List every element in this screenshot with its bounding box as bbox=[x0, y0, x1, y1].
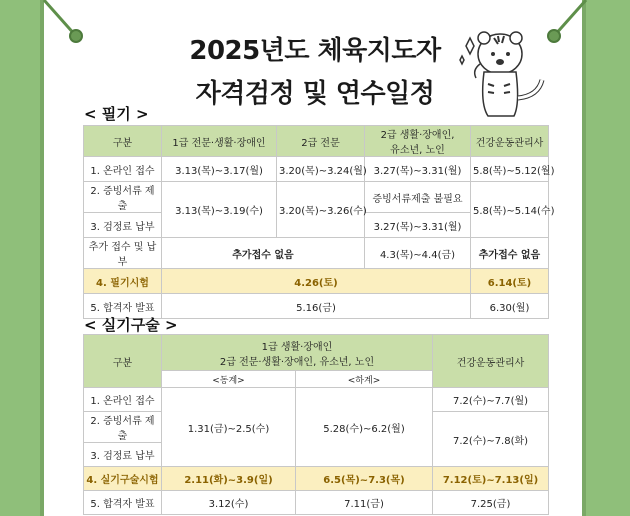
cell: 5.16(금) bbox=[162, 294, 471, 319]
cell: 6.14(토) bbox=[471, 269, 549, 294]
header-level2-pro: 2급 전문 bbox=[277, 126, 365, 157]
row-label: 1. 온라인 접수 bbox=[84, 157, 162, 182]
header-main: 1급 생활·장애인 2급 전문·생활·장애인, 유소년, 노인 bbox=[162, 335, 433, 371]
practical-exam-table bbox=[83, 334, 549, 515]
table-row bbox=[84, 238, 549, 269]
cell: 7.11(금) bbox=[296, 491, 433, 515]
header-category: 구분 bbox=[84, 335, 162, 388]
header-category: 구분 bbox=[84, 126, 162, 157]
written-section-label: < 필기 > bbox=[84, 105, 149, 123]
header-level1: 1급 전문·생활·장애인 bbox=[162, 126, 277, 157]
table-header-row bbox=[84, 335, 549, 371]
row-label: 5. 합격자 발표 bbox=[84, 491, 162, 515]
tiger-mascot-icon bbox=[458, 24, 548, 124]
table-header-row bbox=[84, 126, 549, 157]
cell: 3.27(목)~3.31(월) bbox=[365, 157, 471, 182]
page-title-line2: 자격검정 및 연수일정 bbox=[195, 79, 435, 109]
cell: 5.8(목)~5.14(수) bbox=[471, 182, 549, 238]
table-row bbox=[84, 388, 549, 412]
page-title-line1: 2025년도 체육지도자 bbox=[189, 36, 441, 66]
cell: 7.2(수)~7.7(월) bbox=[433, 388, 549, 412]
cell: 3.27(목)~3.31(월) bbox=[365, 213, 471, 238]
row-label: 3. 검정료 납부 bbox=[84, 213, 162, 238]
cell: 5.28(수)~6.2(월) bbox=[296, 388, 433, 467]
cell: 7.12(토)~7.13(일) bbox=[433, 467, 549, 491]
table-row bbox=[84, 491, 549, 515]
table-row-highlight bbox=[84, 467, 549, 491]
cell: 3.12(수) bbox=[162, 491, 296, 515]
cell: 6.30(월) bbox=[471, 294, 549, 319]
cell: 4.26(토) bbox=[162, 269, 471, 294]
row-label: 4. 필기시험 bbox=[84, 269, 162, 294]
subheader-winter: <동계> bbox=[162, 371, 296, 388]
row-label: 2. 증빙서류 제출 bbox=[84, 182, 162, 213]
row-label: 추가 접수 및 납부 bbox=[84, 238, 162, 269]
cell: 추가접수 없음 bbox=[162, 238, 365, 269]
cell: 3.20(목)~3.26(수) bbox=[277, 182, 365, 238]
cell: 4.3(목)~4.4(금) bbox=[365, 238, 471, 269]
practical-section-label: < 실기구술 > bbox=[84, 316, 178, 334]
row-label: 1. 온라인 접수 bbox=[84, 388, 162, 412]
written-exam-table bbox=[83, 125, 555, 319]
cell: 5.8(목)~5.12(월) bbox=[471, 157, 549, 182]
table-row bbox=[84, 182, 549, 213]
row-label: 4. 실기구술시험 bbox=[84, 467, 162, 491]
row-label: 5. 합격자 발표 bbox=[84, 294, 162, 319]
cell: 증빙서류제출 불필요 bbox=[365, 182, 471, 213]
cell: 3.13(목)~3.17(월) bbox=[162, 157, 277, 182]
cell: 3.20(목)~3.24(월) bbox=[277, 157, 365, 182]
cell: 추가접수 없음 bbox=[471, 238, 549, 269]
row-label: 3. 검정료 납부 bbox=[84, 443, 162, 467]
cell: 6.5(목)~7.3(목) bbox=[296, 467, 433, 491]
cell: 1.31(금)~2.5(수) bbox=[162, 388, 296, 467]
header-health-manager: 건강운동관리사 bbox=[471, 126, 549, 157]
header-level2-life: 2급 생활·장애인, 유소년, 노인 bbox=[365, 126, 471, 157]
subheader-summer: <하계> bbox=[296, 371, 433, 388]
header-health-manager: 건강운동관리사 bbox=[433, 335, 549, 388]
cell: 2.11(화)~3.9(일) bbox=[162, 467, 296, 491]
table-row bbox=[84, 157, 549, 182]
cell: 7.2(수)~7.8(화) bbox=[433, 412, 549, 467]
cell: 3.13(목)~3.19(수) bbox=[162, 182, 277, 238]
table-row-highlight bbox=[84, 269, 549, 294]
row-label: 2. 증빙서류 제출 bbox=[84, 412, 162, 443]
cell: 7.25(금) bbox=[433, 491, 549, 515]
